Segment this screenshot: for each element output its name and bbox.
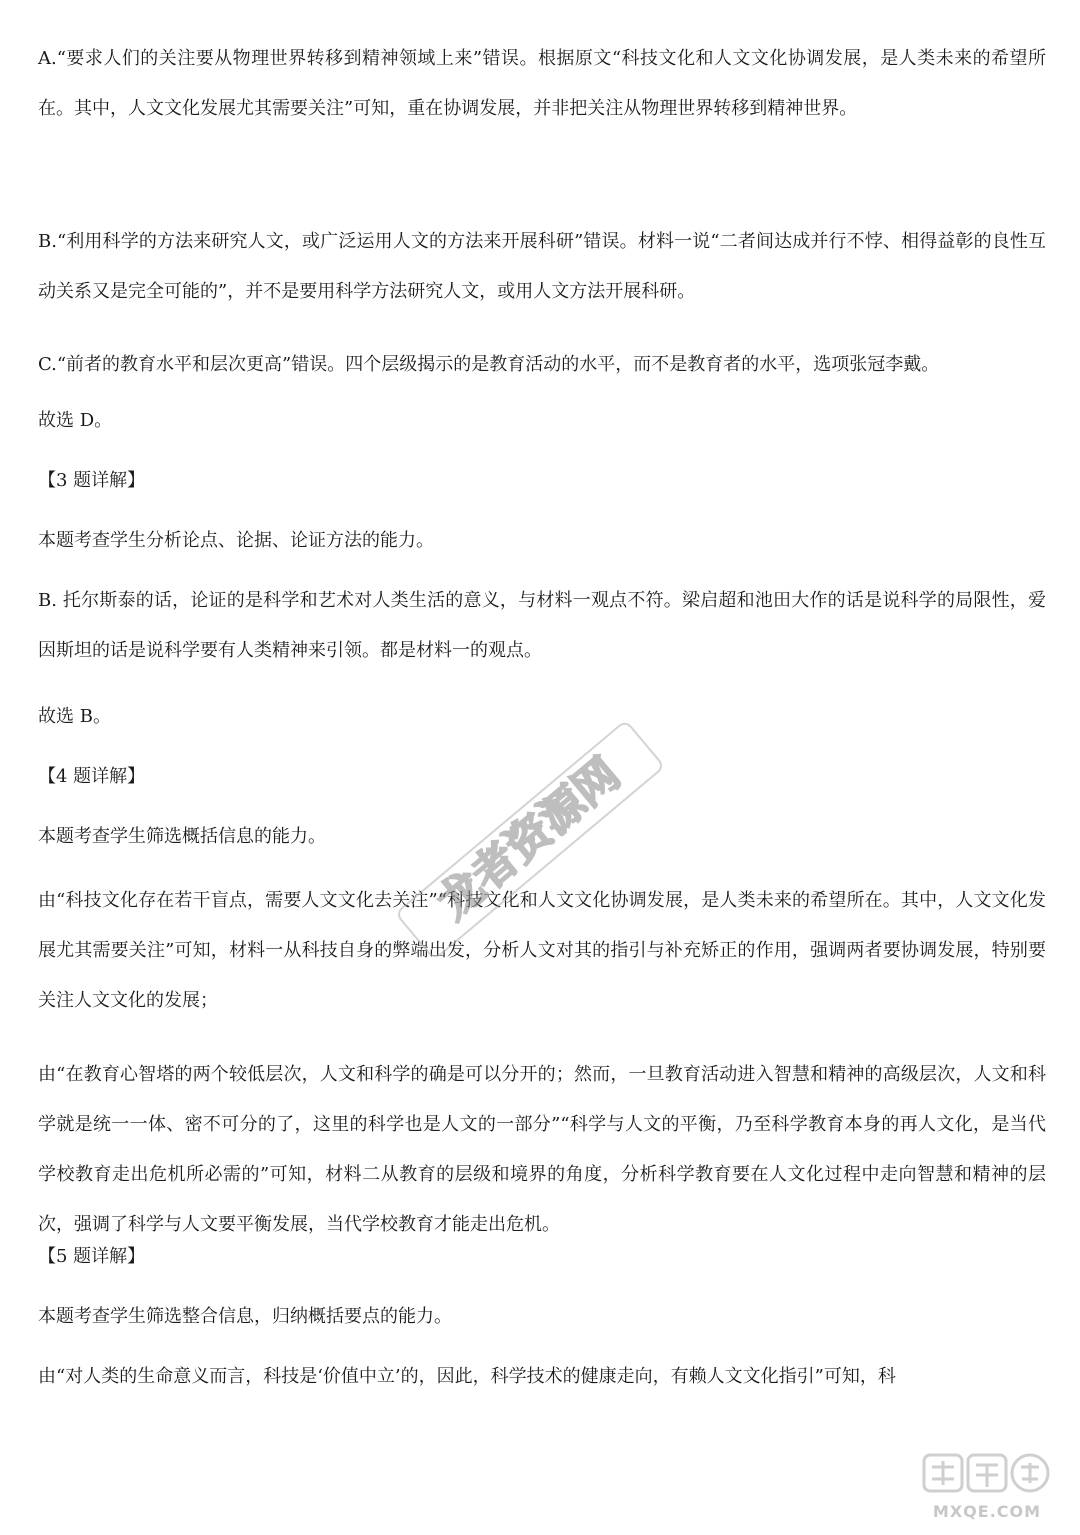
section-heading-q3: 【3 题详解】 (38, 470, 146, 491)
paragraph-q4-material-two: 由“在教育心智塔的两个较低层次，人文和科学的确是可以分开的；然而，一旦教育活动进入智慧和精神的高级层次，人文和科学就是统一一体、密不可分的了，这里的科学也是人文的一部分”“科学与人文的平衡，乃至科学教育本身的再人文化，是当代学校教育走出危机所必需的”可知，材料二从教育的层级和境界的角度，分析科学教育要在人文化过程中走向智慧和精神的层次，强调了科学与人文要平衡发展，当代学校教育才能走出危机。 (38, 1064, 1046, 1235)
paragraph-q5-intro: 本题考查学生筛选整合信息，归纳概括要点的能力。 (38, 1306, 452, 1327)
corner-site-logo (912, 1449, 1062, 1521)
paragraph-q3-intro: 本题考查学生分析论点、论据、论证方法的能力。 (38, 530, 434, 551)
answer-logo-icon (922, 1449, 1052, 1497)
paragraph-answer-b: 故选 B。 (38, 706, 111, 727)
paragraph-option-b: B.“利用科学的方法来研究人文，或广泛运用人文的方法来开展科研”错误。材料一说“二者间达成并行不悖、相得益彰的良性互动关系又是完全可能的”，并不是要用科学方法研究人文，或用人文方法开展科研。 (38, 231, 1046, 302)
paragraph-q4-material-one: 由“科技文化存在若干盲点，需要人文文化去关注”“科技文化和人文文化协调发展，是人类未来的希望所在。其中，人文文化发展尤其需要关注”可知，材料一从科技自身的弊端出发，分析人文对其的指引与补充矫正的作用，强调两者要协调发展，特别要关注人文文化的发展； (38, 890, 1046, 1011)
section-heading-q5: 【5 题详解】 (38, 1246, 146, 1267)
paragraph-option-a: A.“要求人们的关注要从物理世界转移到精神领域上来”错误。根据原文“科技文化和人文文化协调发展，是人类未来的希望所在。其中，人文文化发展尤其需要关注”可知，重在协调发展，并非把关注从物理世界转移到精神世界。 (38, 48, 1046, 119)
paragraph-q3-body: B. 托尔斯泰的话，论证的是科学和艺术对人类生活的意义，与材料一观点不符。梁启超和池田大作的话是说科学的局限性，爱因斯坦的话是说科学要有人类精神来引领。都是材料一的观点。 (38, 590, 1046, 661)
paragraph-option-c: C.“前者的教育水平和层次更高”错误。四个层级揭示的是教育活动的水平，而不是教育者的水平，选项张冠李戴。 (38, 354, 940, 375)
corner-logo-text: MXQE.COM (932, 1502, 1042, 1521)
watermark-text: 龙者资源网 (428, 748, 630, 930)
section-heading-q4: 【4 题详解】 (38, 766, 146, 787)
paragraph-answer-d: 故选 D。 (38, 410, 113, 431)
paragraph-q4-intro: 本题考查学生筛选概括信息的能力。 (38, 826, 326, 847)
paragraph-q5-body: 由“对人类的生命意义而言，科技是‘价值中立’的，因此，科学技术的健康走向，有赖人文文化指引”可知，科 (38, 1366, 896, 1387)
